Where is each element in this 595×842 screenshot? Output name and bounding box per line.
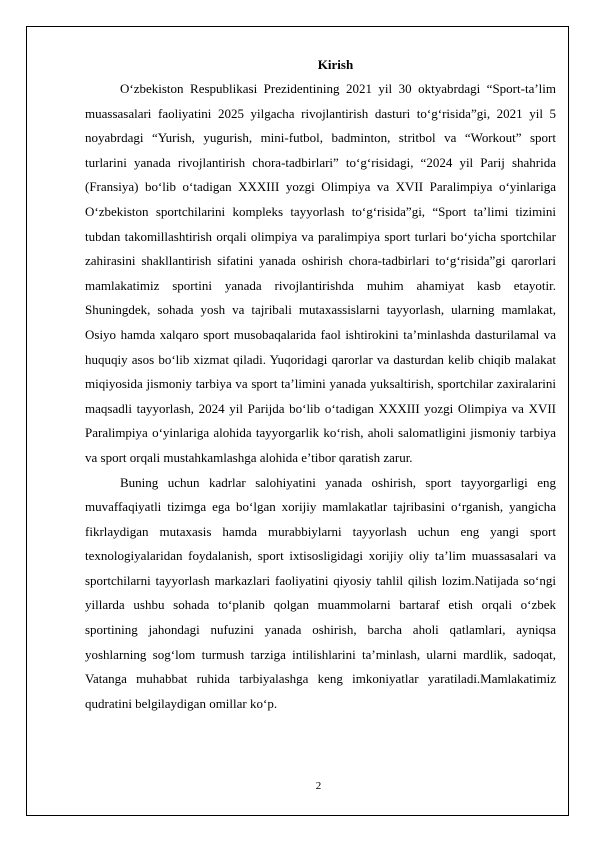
document-body xyxy=(85,53,556,716)
section-heading: Kirish xyxy=(317,57,354,72)
paragraph-1: O‘zbekiston Respublikasi Prezidentining 2021 yil 30 oktyabrdagi “Sport-ta’lim muassasalari faoliyatini 2025 yilgacha rivojlantirish dasturi to‘g‘risida”gi, 2021 yil 5 noyabrdagi “Yurish, yugurish, mini-futbol, badminton, stritbol va “Workout” sport turlarini yanada rivojlantirish chora-tadbirlari” to‘g‘risidagi, “2024 yil Parij shahrida (Fransiya) bo‘lib o‘tadigan XXXIII yozgi Olimpiya va XVII Paralimpiya o‘yinlariga O‘zbekiston sportchilarini kompleks tayyorlash to‘g‘risida”gi, “Sport ta’limi tizimini tubdan takomillashtirish orqali olimpiya va paralimpiya sport turlari bo‘yicha sportchilar zahirasini shakllantirish sifatini yanada oshirish chora-tadbirlari to‘g‘risida”gi qarorlari mamlakatimiz sportini yanada rivojlantirishda muhim ahamiyat kasb etayotir. Shuningdek, sohada yosh va tajribali mutaxassislarni tayyorlash, ularning mamlakat, Osiyo hamda xalqaro sport musobaqalarida faol ishtirokini ta’minlashda dasturilamal va huquqiy asos bo‘lib xizmat qiladi. Yuqoridagi qarorlar va dasturdan kelib chiqib malakat miqiyosida jismoniy tarbiya va sport ta’limini yanada yuksaltirish, sportchilar zaxiralarini maqsadli tayyorlash, 2024 yil Parijda bo‘lib o‘tadigan XXXIII yozgi Olimpiya va XVII Paralimpiya o‘yinlariga alohida tayyorgarlik ko‘rish, aholi salomatligini jismoniy tarbiya va sport orqali mustahkamlashga alohida e’tibor qaratish zarur. xyxy=(85,81,556,465)
paragraph-2: Buning uchun kadrlar salohiyatini yanada oshirish, sport tayyorgarligi eng muvaffaqiyatli tizimga ega bo‘lgan xorijiy mamlakatlar tajribasini o‘rganish, yangicha fikrlaydigan mutaxasis hamda murabbiylarni tayyorlash uchun eng yangi sport texnologiyalaridan foydalanish, sport ixtisosligidagi xorijiy oliy ta’lim muassasalari va sportchilarni tayyorlash markazlari faoliyatini qiyosiy tahlil qilish lozim.Natijada so‘ngi yillarda ushbu sohada to‘planib qolgan muammolarni bartaraf etish orqali o‘zbek sportining jahondagi nufuzini yanada oshirish, barcha aholi qatlamlari, ayniqsa yoshlarning sog‘lom turmush tarziga intilishlarini ta’minlash, ularni mardlik, sadoqat, Vatanga muhabbat ruhida tarbiyalashga keng imkoniyatlar yaratiladi.Mamlakatimiz qudratini belgilaydigan omillar ko‘p. xyxy=(85,474,556,711)
page-number: 2 xyxy=(315,780,322,792)
